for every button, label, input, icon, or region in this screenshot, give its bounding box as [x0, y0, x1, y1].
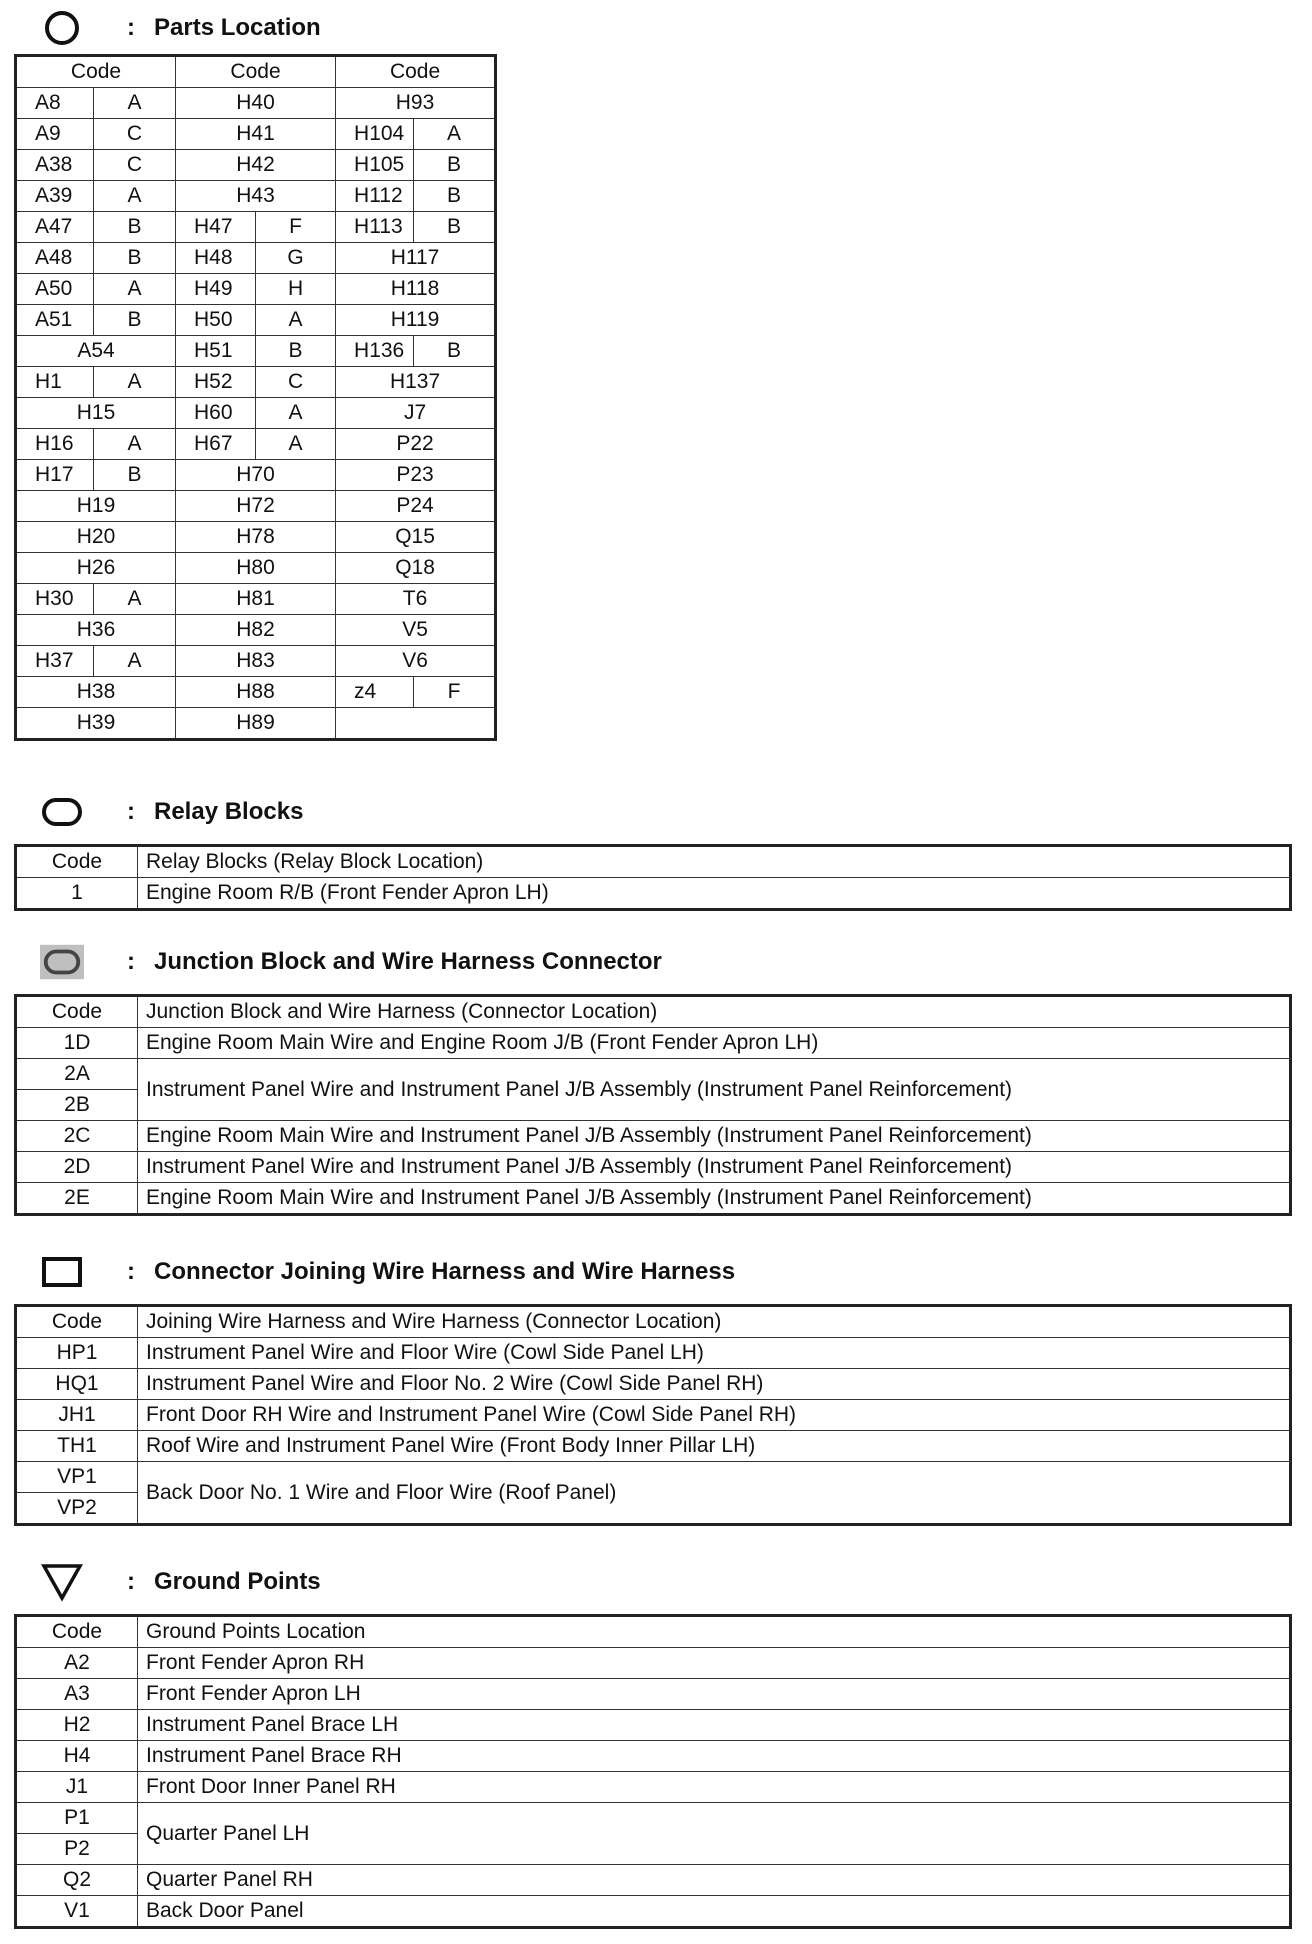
table-cell: A8 [16, 88, 94, 119]
table-cell [336, 708, 496, 740]
table-row [16, 1400, 1291, 1431]
table-row [16, 1648, 1291, 1679]
table-cell: H81 [176, 584, 336, 615]
table-row [16, 305, 496, 336]
table-cell: H43 [176, 181, 336, 212]
table-cell: H36 [16, 615, 176, 646]
table-cell: Joining Wire Harness and Wire Harness (Connector Location) [138, 1306, 1291, 1338]
table-row [16, 1183, 1291, 1215]
table-cell: A [94, 88, 176, 119]
relay-blocks-table [14, 844, 1292, 911]
table-cell: H26 [16, 553, 176, 584]
table-cell: A38 [16, 150, 94, 181]
table-row [16, 584, 496, 615]
table-row [16, 1896, 1291, 1928]
table-cell: H51 [176, 336, 256, 367]
table-cell: A50 [16, 274, 94, 305]
table-row [16, 1059, 1291, 1090]
table-cell: A3 [16, 1679, 138, 1710]
table-cell: H113 [336, 212, 414, 243]
table-cell: Quarter Panel RH [138, 1865, 1291, 1896]
table-cell: Relay Blocks (Relay Block Location) [138, 846, 1291, 878]
table-cell: A [94, 367, 176, 398]
table-cell: VP1 [16, 1462, 138, 1493]
table-cell: H4 [16, 1741, 138, 1772]
table-cell: B [414, 181, 496, 212]
triangle-down-icon [40, 1562, 84, 1602]
table-cell: B [94, 305, 176, 336]
section-title: Parts Location [154, 14, 321, 41]
table-cell: B [414, 212, 496, 243]
table-cell: Back Door No. 1 Wire and Floor Wire (Roof Panel) [138, 1462, 1291, 1525]
table-cell: P22 [336, 429, 496, 460]
section-title: Relay Blocks [154, 798, 304, 825]
table-cell: Ground Points Location [138, 1616, 1291, 1648]
table-cell: 1D [16, 1028, 138, 1059]
table-cell: H117 [336, 243, 496, 274]
parts-location-table [14, 54, 497, 741]
table-row [16, 1431, 1291, 1462]
table-row [16, 367, 496, 398]
table-row [16, 429, 496, 460]
table-cell: H89 [176, 708, 336, 740]
table-row [16, 1741, 1291, 1772]
table-cell: F [414, 677, 496, 708]
table-row [16, 1679, 1291, 1710]
table-cell: H52 [176, 367, 256, 398]
ground-points-heading [40, 1560, 321, 1604]
section-title: Ground Points [154, 1568, 321, 1595]
table-cell: T6 [336, 584, 496, 615]
table-cell: H16 [16, 429, 94, 460]
table-row [16, 1369, 1291, 1400]
table-cell: Front Fender Apron RH [138, 1648, 1291, 1679]
table-row [16, 1121, 1291, 1152]
shaded-rounded-rect-icon [40, 942, 84, 982]
table-cell: Code [16, 846, 138, 878]
table-cell: H70 [176, 460, 336, 491]
table-cell: Engine Room Main Wire and Instrument Panel J/B Assembly (Instrument Panel Reinforcement) [138, 1121, 1291, 1152]
table-cell: A2 [16, 1648, 138, 1679]
table-cell: A51 [16, 305, 94, 336]
table-cell: H40 [176, 88, 336, 119]
table-cell: A [256, 398, 336, 429]
table-cell: V5 [336, 615, 496, 646]
table-cell: Front Door RH Wire and Instrument Panel Wire (Cowl Side Panel RH) [138, 1400, 1291, 1431]
table-cell: H88 [176, 677, 336, 708]
table-cell: A54 [16, 336, 176, 367]
table-row [16, 1462, 1291, 1493]
table-cell: C [94, 150, 176, 181]
table-cell: B [256, 336, 336, 367]
table-row [16, 708, 496, 740]
table-cell: Back Door Panel [138, 1896, 1291, 1928]
table-row [16, 553, 496, 584]
table-row [16, 522, 496, 553]
table-row [16, 460, 496, 491]
table-cell: Instrument Panel Wire and Floor Wire (Cowl Side Panel LH) [138, 1338, 1291, 1369]
junction-block-heading [40, 940, 662, 984]
table-cell: Code [176, 56, 336, 88]
table-cell: A [94, 646, 176, 677]
table-cell: H1 [16, 367, 94, 398]
table-cell: C [94, 119, 176, 150]
table-cell: A47 [16, 212, 94, 243]
table-cell: H30 [16, 584, 94, 615]
circle-icon [40, 8, 84, 48]
table-cell: Code [336, 56, 496, 88]
table-cell: VP2 [16, 1493, 138, 1525]
relay-blocks-heading [40, 790, 303, 834]
table-cell: HP1 [16, 1338, 138, 1369]
table-cell: Q15 [336, 522, 496, 553]
table-cell: Roof Wire and Instrument Panel Wire (Front Body Inner Pillar LH) [138, 1431, 1291, 1462]
table-cell: H67 [176, 429, 256, 460]
table-header-row [16, 846, 1291, 878]
table-cell: H105 [336, 150, 414, 181]
table-cell: H49 [176, 274, 256, 305]
table-row [16, 1803, 1291, 1834]
table-cell: P24 [336, 491, 496, 522]
table-cell: H82 [176, 615, 336, 646]
table-cell: H47 [176, 212, 256, 243]
table-row [16, 150, 496, 181]
table-cell: H112 [336, 181, 414, 212]
table-cell: A9 [16, 119, 94, 150]
section-title: Connector Joining Wire Harness and Wire Harness [154, 1258, 736, 1285]
table-cell: C [256, 367, 336, 398]
table-row [16, 1028, 1291, 1059]
table-cell: Junction Block and Wire Harness (Connector Location) [138, 996, 1291, 1028]
table-cell: Instrument Panel Wire and Instrument Panel J/B Assembly (Instrument Panel Reinforcement) [138, 1152, 1291, 1183]
table-cell: H80 [176, 553, 336, 584]
ground-points-table [14, 1614, 1292, 1929]
table-row [16, 1772, 1291, 1803]
table-row [16, 274, 496, 305]
table-cell: Instrument Panel Brace RH [138, 1741, 1291, 1772]
table-cell: B [94, 243, 176, 274]
table-row [16, 1710, 1291, 1741]
table-cell: Engine Room R/B (Front Fender Apron LH) [138, 878, 1291, 910]
colon: : [127, 1258, 135, 1285]
table-cell: H118 [336, 274, 496, 305]
table-row [16, 212, 496, 243]
table-cell: A [94, 181, 176, 212]
table-cell: H17 [16, 460, 94, 491]
table-cell: H137 [336, 367, 496, 398]
table-row [16, 336, 496, 367]
table-cell: H39 [16, 708, 176, 740]
table-cell: H [256, 274, 336, 305]
table-cell: Quarter Panel LH [138, 1803, 1291, 1865]
table-cell: Instrument Panel Wire and Instrument Panel J/B Assembly (Instrument Panel Reinforcement) [138, 1059, 1291, 1121]
table-cell: Q18 [336, 553, 496, 584]
table-cell: H38 [16, 677, 176, 708]
table-cell: Code [16, 996, 138, 1028]
table-cell: B [94, 460, 176, 491]
parts-location-heading [40, 6, 321, 50]
table-cell: H19 [16, 491, 176, 522]
table-cell: JH1 [16, 1400, 138, 1431]
table-cell: HQ1 [16, 1369, 138, 1400]
table-row [16, 1338, 1291, 1369]
table-cell: Instrument Panel Brace LH [138, 1710, 1291, 1741]
table-cell: F [256, 212, 336, 243]
table-cell: V6 [336, 646, 496, 677]
table-row [16, 615, 496, 646]
table-row [16, 181, 496, 212]
table-row [16, 1865, 1291, 1896]
table-cell: B [414, 336, 496, 367]
table-cell: B [414, 150, 496, 181]
table-cell: H48 [176, 243, 256, 274]
table-cell: Front Door Inner Panel RH [138, 1772, 1291, 1803]
colon: : [127, 798, 135, 825]
table-cell: V1 [16, 1896, 138, 1928]
table-cell: A [414, 119, 496, 150]
table-row [16, 1152, 1291, 1183]
table-cell: H104 [336, 119, 414, 150]
colon: : [127, 1568, 135, 1595]
table-cell: A [256, 429, 336, 460]
table-cell: H72 [176, 491, 336, 522]
table-cell: H136 [336, 336, 414, 367]
table-cell: 2B [16, 1090, 138, 1121]
table-cell: H93 [336, 88, 496, 119]
junction-block-table [14, 994, 1292, 1216]
table-cell: H41 [176, 119, 336, 150]
connector-table [14, 1304, 1292, 1526]
table-cell: 1 [16, 878, 138, 910]
table-row [16, 878, 1291, 910]
table-header-row [16, 1616, 1291, 1648]
table-cell: 2E [16, 1183, 138, 1215]
table-cell: A [94, 584, 176, 615]
table-cell: B [94, 212, 176, 243]
table-cell: A39 [16, 181, 94, 212]
table-cell: A [94, 429, 176, 460]
table-cell: A48 [16, 243, 94, 274]
table-cell: P1 [16, 1803, 138, 1834]
table-cell: H50 [176, 305, 256, 336]
table-cell: z4 [336, 677, 414, 708]
table-row [16, 243, 496, 274]
table-cell: H42 [176, 150, 336, 181]
table-cell: Front Fender Apron LH [138, 1679, 1291, 1710]
table-cell: Code [16, 1616, 138, 1648]
table-row [16, 88, 496, 119]
table-cell: 2C [16, 1121, 138, 1152]
table-cell: Code [16, 1306, 138, 1338]
table-cell: A [94, 274, 176, 305]
table-cell: Instrument Panel Wire and Floor No. 2 Wire (Cowl Side Panel RH) [138, 1369, 1291, 1400]
square-icon [40, 1252, 84, 1292]
table-cell: H83 [176, 646, 336, 677]
table-row [16, 491, 496, 522]
connector-heading [40, 1250, 735, 1294]
table-row [16, 398, 496, 429]
table-row [16, 119, 496, 150]
table-cell: Code [16, 56, 176, 88]
table-row [16, 677, 496, 708]
table-header-row [16, 1306, 1291, 1338]
table-cell: J7 [336, 398, 496, 429]
table-cell: H37 [16, 646, 94, 677]
table-cell: Engine Room Main Wire and Instrument Panel J/B Assembly (Instrument Panel Reinforcement) [138, 1183, 1291, 1215]
colon: : [127, 948, 135, 975]
table-cell: H2 [16, 1710, 138, 1741]
table-cell: P23 [336, 460, 496, 491]
table-header-row [16, 996, 1291, 1028]
table-cell: H78 [176, 522, 336, 553]
table-cell: P2 [16, 1834, 138, 1865]
table-cell: Engine Room Main Wire and Engine Room J/B (Front Fender Apron LH) [138, 1028, 1291, 1059]
table-cell: H20 [16, 522, 176, 553]
table-cell: H119 [336, 305, 496, 336]
table-header-row [16, 56, 496, 88]
table-cell: A [256, 305, 336, 336]
table-cell: Q2 [16, 1865, 138, 1896]
colon: : [127, 14, 135, 41]
table-cell: TH1 [16, 1431, 138, 1462]
table-cell: G [256, 243, 336, 274]
table-cell: 2A [16, 1059, 138, 1090]
table-row [16, 646, 496, 677]
table-cell: 2D [16, 1152, 138, 1183]
table-cell: H60 [176, 398, 256, 429]
rounded-rect-icon [40, 792, 84, 832]
table-cell: H15 [16, 398, 176, 429]
section-title: Junction Block and Wire Harness Connector [154, 948, 662, 975]
table-cell: J1 [16, 1772, 138, 1803]
